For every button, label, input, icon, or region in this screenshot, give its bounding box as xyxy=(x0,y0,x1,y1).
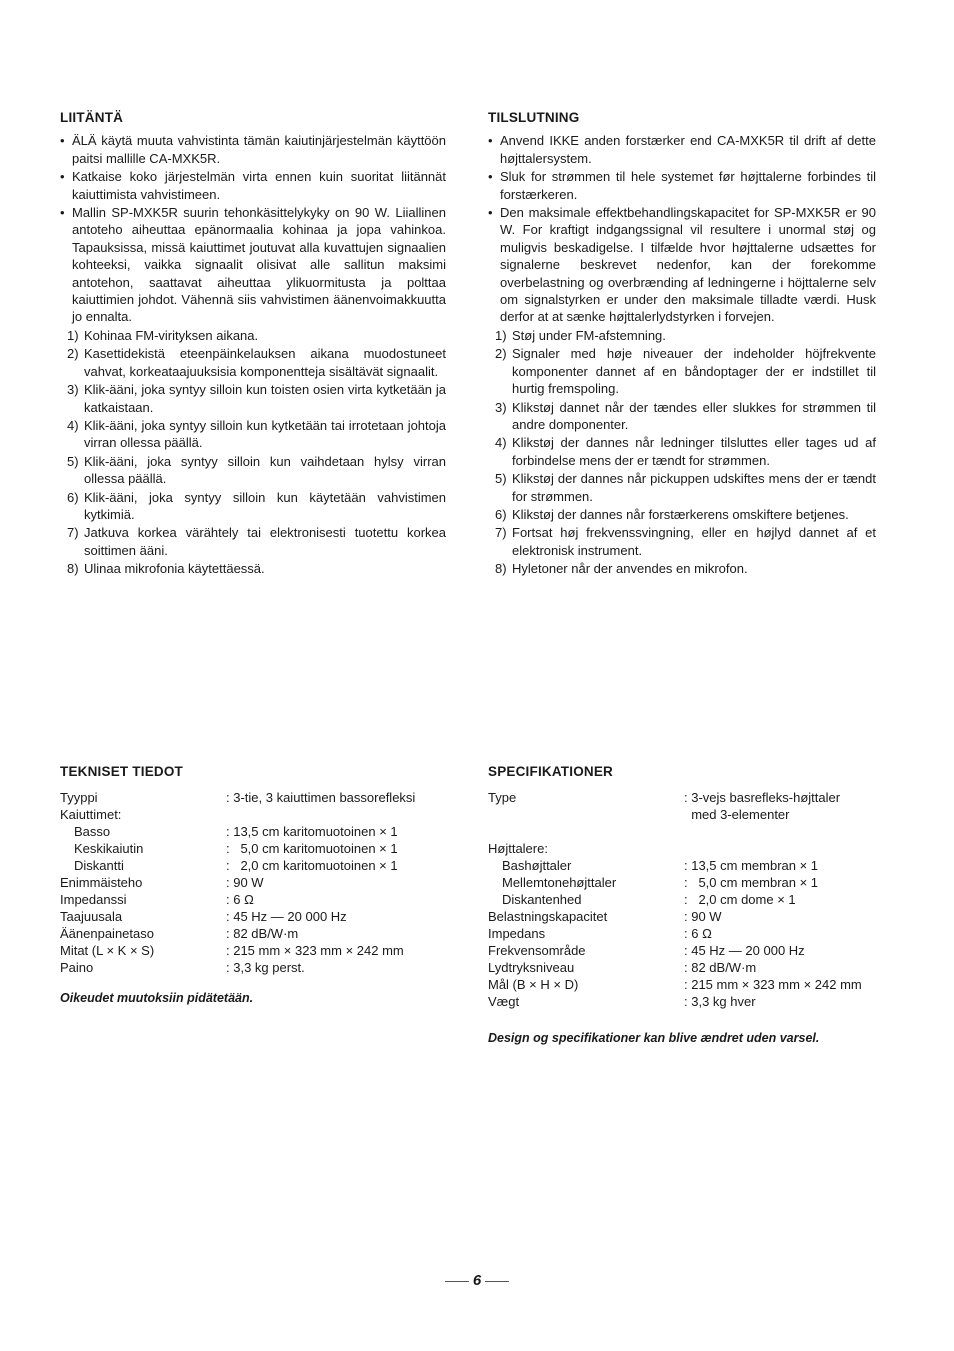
list-item xyxy=(488,560,876,577)
item-text: Kasettidekistä eteenpäinkelauksen aikana muodostuneet vahvat, korkeataajuuksisia komponentteja sisältävät signaalit. xyxy=(84,346,446,379)
item-text: Kohinaa FM-virityksen aikana. xyxy=(84,327,259,343)
list-item xyxy=(60,345,446,380)
spec-row xyxy=(60,857,446,874)
item-number: 2) xyxy=(67,346,79,362)
list-item xyxy=(488,506,876,523)
bullet-list xyxy=(60,132,446,325)
item-text: Jatkuva korkea värähtely tai elektronisesti tuotettu korkea soittimen ääni. xyxy=(84,525,446,558)
list-item xyxy=(488,524,876,559)
spec-row xyxy=(488,959,876,976)
list-item xyxy=(488,345,876,397)
bullet-item: • ÄLÄ käytä muuta vahvistinta tämän kaiutinjärjestelmän käyttöön paitsi mallille CA-MXK5R. xyxy=(60,132,446,167)
spec-value: : 82 dB/W·m xyxy=(684,960,757,976)
liitanta-section xyxy=(60,109,446,579)
spec-row xyxy=(60,789,446,806)
spec-row xyxy=(488,874,876,891)
spec-row xyxy=(488,925,876,942)
spec-table xyxy=(60,789,446,976)
item-number: 3) xyxy=(495,399,507,415)
item-number: 1) xyxy=(67,327,79,343)
item-text: Klik-ääni, joka syntyy silloin kun vaihdetaan hylsy virran ollessa päällä. xyxy=(84,453,446,487)
spec-value: : 6 Ω xyxy=(226,892,254,908)
item-number: 7) xyxy=(495,525,507,541)
spec-row xyxy=(60,874,446,891)
item-text: Støj under FM-afstemning. xyxy=(512,327,666,343)
spec-label: Basso xyxy=(74,824,111,840)
list-item xyxy=(60,381,446,416)
section-heading: TILSLUTNING xyxy=(488,110,580,125)
item-text: Klik-ääni, joka syntyy silloin kun kytketään tai irrotetaan johtoja virran ollessa päällä. xyxy=(84,417,446,451)
list-item xyxy=(488,327,876,344)
item-text: Signaler med høje niveauer der indeholder höjfrekvente komponenter dannet af en båndoptager der er indstillet til hurtig fremspoling. xyxy=(512,346,876,397)
spec-value: : 45 Hz — 20 000 Hz xyxy=(226,909,347,925)
item-number: 4) xyxy=(495,435,507,451)
disclaimer-note: Oikeudet muutoksiin pidätetään. xyxy=(60,991,254,1006)
spec-value: : 90 W xyxy=(684,909,722,925)
item-number: 2) xyxy=(495,346,507,362)
spec-value: : 6 Ω xyxy=(684,926,712,942)
spec-value: : 45 Hz — 20 000 Hz xyxy=(684,943,805,959)
bullet-item: • Sluk for strømmen til hele systemet før højttalerne forbindes til forstærkeren. xyxy=(488,168,876,203)
list-item xyxy=(60,453,446,488)
spec-value: : 3-tie, 3 kaiuttimen bassorefleksi xyxy=(226,790,416,806)
item-number: 5) xyxy=(495,471,507,487)
item-number: 3) xyxy=(67,382,79,398)
spec-label: Taajuusala xyxy=(60,909,123,925)
spec-label: Mellemtonehøjttaler xyxy=(502,875,617,891)
spec-label: Lydtryksniveau xyxy=(488,960,575,976)
spec-row xyxy=(488,908,876,925)
spec-row xyxy=(60,942,446,959)
spec-label: Impedanssi xyxy=(60,892,127,908)
spec-row xyxy=(60,840,446,857)
tilslutning-section xyxy=(488,109,876,579)
item-number: 4) xyxy=(67,417,79,433)
spec-row xyxy=(60,806,446,823)
item-text: Klikstøj der dannes når pickuppen udskiftes mens der er tændt for strømmen. xyxy=(512,471,876,504)
spec-row xyxy=(60,823,446,840)
spec-row xyxy=(488,993,876,1010)
numbered-list xyxy=(60,327,446,578)
spec-row xyxy=(488,857,876,874)
list-item xyxy=(60,327,446,344)
list-item xyxy=(488,434,876,469)
spec-row xyxy=(60,925,446,942)
spec-value: : 5,0 cm karitomuotoinen × 1 xyxy=(226,841,398,857)
spec-label: Vægt xyxy=(488,994,520,1010)
spec-row xyxy=(488,840,876,857)
spec-value: : 5,0 cm membran × 1 xyxy=(684,875,819,891)
spec-value: : 215 mm × 323 mm × 242 mm xyxy=(226,943,404,959)
spec-value: : 3-vejs basrefleks-højttaler xyxy=(684,790,841,806)
spec-label: Mitat (L × K × S) xyxy=(60,943,155,959)
spec-value: : 13,5 cm karitomuotoinen × 1 xyxy=(226,824,398,840)
list-item xyxy=(488,470,876,505)
spec-label: Belastningskapacitet xyxy=(488,909,608,925)
spec-row xyxy=(60,908,446,925)
item-number: 6) xyxy=(67,489,79,505)
spec-value: : 3,3 kg hver xyxy=(684,994,756,1010)
spec-label: Frekvensområde xyxy=(488,943,586,959)
bullet-item: • Mallin SP-MXK5R suurin tehonkäsittelykyky on 90 W. Liiallinen antoteho aiheuttaa epänormaalia kohinaa ja jopa vahinkoa. Tapauksissa, missä kaiuttimet joutuvat alla kuvattujen signaalien kohteeksi, vaikka signaalit olisivat alle sallitun maksimi antotehon, saattavat aiheuttaa ylikuormitusta ja polttaa kaiuttimien johdot. Vähennä siis vahvistimen äänenvoimakkuutta jo ennalta. xyxy=(60,204,446,326)
tekniset-tiedot-section xyxy=(60,763,446,1008)
spec-label: Äänenpainetaso xyxy=(60,926,154,942)
spec-label: Paino xyxy=(60,960,94,976)
item-text: Klik-ääni, joka syntyy silloin kun toisten osien virta kytketään ja katkaistaan. xyxy=(84,382,446,415)
item-text: Klikstøj dannet når der tændes eller slukkes for strømmen til andre domponenter. xyxy=(512,399,876,432)
item-text: Klik-ääni, joka syntyy silloin kun käytetään vahvistimen kytkimiä. xyxy=(84,489,446,522)
item-number: 5) xyxy=(67,453,79,469)
spec-value: : 82 dB/W·m xyxy=(226,926,299,942)
section-heading: LIITÄNTÄ xyxy=(60,110,124,125)
item-number: 7) xyxy=(67,525,79,541)
bullet-item: • Katkaise koko järjestelmän virta ennen kuin suoritat liitännät kaiuttimista vahvistimeen. xyxy=(60,168,446,203)
spec-row xyxy=(488,942,876,959)
bullet-item: • Anvend IKKE anden forstærker end CA-MXK5R til drift af dette højttalersystem. xyxy=(488,132,876,167)
divider xyxy=(445,1281,469,1282)
spec-label: Bashøjttaler xyxy=(502,858,572,874)
spec-value: : 2,0 cm karitomuotoinen × 1 xyxy=(226,858,398,874)
section-heading: TEKNISET TIEDOT xyxy=(60,764,184,779)
spec-value: : 3,3 kg perst. xyxy=(226,960,305,976)
section-heading: SPECIFIKATIONER xyxy=(488,764,614,779)
spec-label: Diskantenhed xyxy=(502,892,582,908)
spec-row xyxy=(60,959,446,976)
spec-value: : 215 mm × 323 mm × 242 mm xyxy=(684,977,862,993)
item-number: 1) xyxy=(495,327,507,343)
list-item xyxy=(60,417,446,452)
divider xyxy=(485,1281,509,1282)
item-number: 6) xyxy=(495,506,507,522)
list-item xyxy=(488,399,876,434)
spec-row xyxy=(60,891,446,908)
specifikationer-section xyxy=(488,763,876,1048)
spec-row xyxy=(488,789,876,806)
spec-row xyxy=(488,976,876,993)
list-item xyxy=(60,524,446,559)
spec-table xyxy=(488,789,876,1010)
bullet-item: • Den maksimale effektbehandlingskapacitet for SP-MXK5R er 90 W. For kraftigt indgangssignal vil resultere i unormal støj og muligvis beskadigelse. I tilfælde hvor højttalerne udsættes for signalerne beskrevet nedenfor, kan der forekomme overbelastning og overbrænding af ledningerne i höjttalerne selv om signalstyrken er under den maksimale tilladte værdi. Husk derfor at at sænke højttalerlydstyrken i forvejen. xyxy=(488,204,876,326)
item-text: Fortsat høj frekvenssvingning, eller en højlyd dannet af et elektronisk instrument. xyxy=(512,525,876,558)
spec-label: Impedans xyxy=(488,926,546,942)
spec-label: Diskantti xyxy=(74,858,124,874)
page-number: 6 xyxy=(472,1272,482,1289)
item-text: Klikstøj der dannes når forstærkerens omskiftere betjenes. xyxy=(512,506,849,522)
spec-value: : 13,5 cm membran × 1 xyxy=(684,858,819,874)
spec-value: : 2,0 cm dome × 1 xyxy=(684,892,796,908)
item-text: Klikstøj der dannes når ledninger tilsluttes eller tages ud af forbindelse mens der er tændt for strømmen. xyxy=(512,435,876,468)
spec-label: Kaiuttimet: xyxy=(60,807,122,823)
spec-value: med 3-elementer xyxy=(684,807,790,823)
spec-row xyxy=(488,823,876,840)
spec-value: : 90 W xyxy=(226,875,264,891)
spec-label: Enimmäisteho xyxy=(60,875,143,891)
item-text: Hyletoner når der anvendes en mikrofon. xyxy=(512,561,748,577)
spec-label: Mål (B × H × D) xyxy=(488,977,579,993)
spec-label: Tyyppi xyxy=(60,790,98,806)
item-number: 8) xyxy=(67,561,79,577)
list-item xyxy=(60,489,446,524)
item-number: 8) xyxy=(495,561,507,577)
spec-row xyxy=(488,806,876,823)
spec-row xyxy=(488,891,876,908)
spec-label: Højttalere: xyxy=(488,841,548,857)
bullet-list xyxy=(488,132,876,325)
list-item xyxy=(60,560,446,577)
item-text: Ulinaa mikrofonia käytettäessä. xyxy=(84,561,265,577)
numbered-list xyxy=(488,327,876,578)
spec-label: Type xyxy=(488,790,517,806)
disclaimer-note: Design og specifikationer kan blive ændret uden varsel. xyxy=(488,1031,820,1046)
spec-label: Keskikaiutin xyxy=(74,841,144,857)
page-number-footer xyxy=(0,1272,954,1289)
